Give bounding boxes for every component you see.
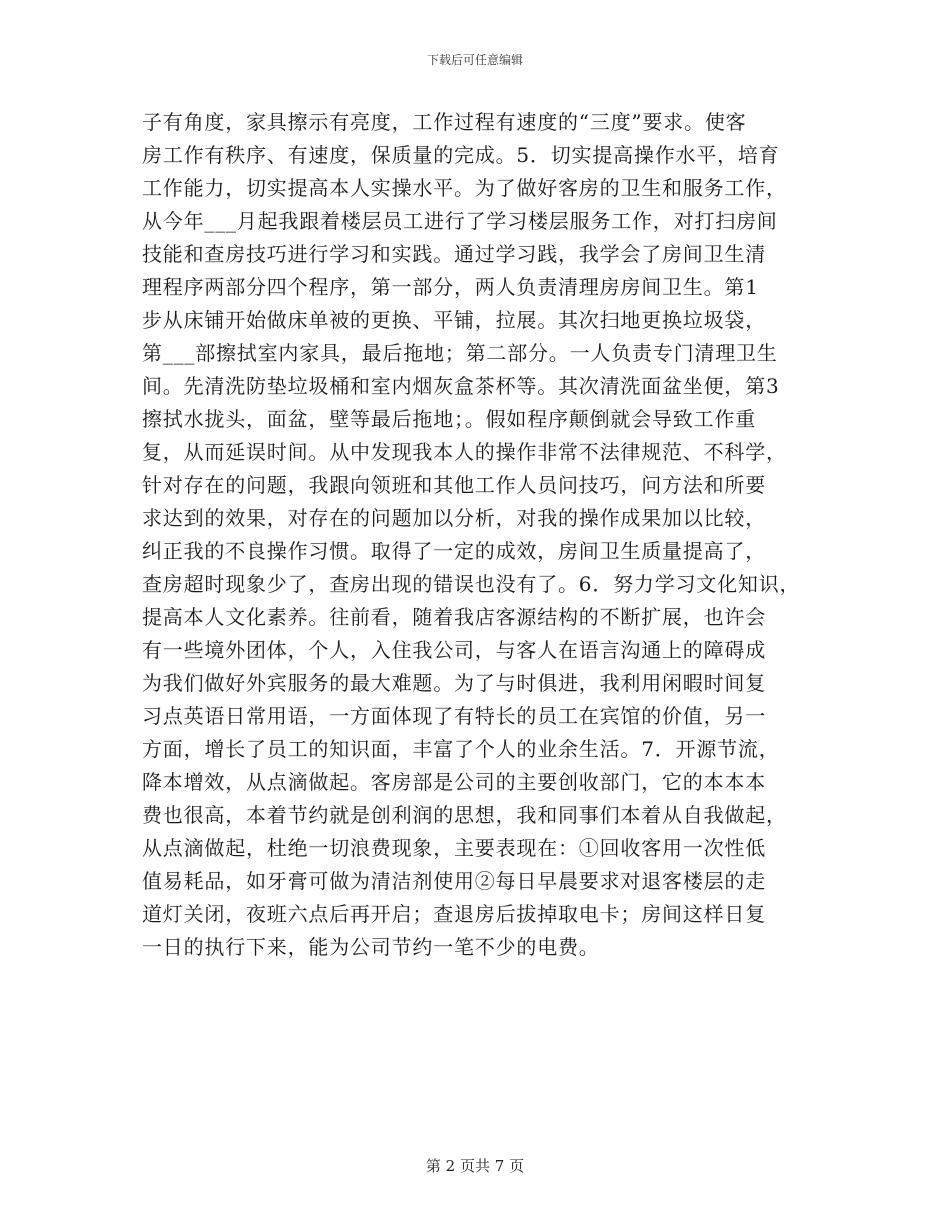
text-line: 降本增效，从点滴做起。客房部是公司的主要创收部门，它的本本本 <box>142 770 766 794</box>
text-line: 针对存在的问题，我跟向领班和其他工作人员问技巧，问方法和所要 <box>142 473 766 497</box>
text-line: 有一些境外团体，个人，入住我公司，与客人在语言沟通上的障碍成 <box>142 638 766 662</box>
text-line: 查房超时现象少了，查房出现的错误也没有了。6．努力学习文化知识， <box>142 572 801 596</box>
text-line: 费也很高，本着节约就是创利润的思想，我和同事们本着从自我做起， <box>142 803 787 827</box>
text-line: 房工作有秩序、有速度，保质量的完成。5．切实提高操作水平，培育 <box>142 143 780 167</box>
text-line: 技能和查房技巧进行学习和实践。通过学习践，我学会了房间卫生清 <box>142 242 766 266</box>
text-line: 擦拭水拢头，面盆，壁等最后拖地；。假如程序颠倒就会导致工作重 <box>142 407 756 431</box>
text-line: 道灯关闭，夜班六点后再开启；查退房后拔掉取电卡；房间这样日复 <box>142 902 766 926</box>
text-line: 从点滴做起，杜绝一切浪费现象，主要表现在：①回收客用一次性低 <box>142 836 766 860</box>
text-line: 理程序两部分四个程序，第一部分，两人负责清理房房间卫生。第1 <box>142 275 759 299</box>
text-line: 一日的执行下来，能为公司节约一笔不少的电费。 <box>142 935 600 959</box>
text-line: 值易耗品，如牙膏可做为清洁剂使用②每日早晨要求对退客楼层的走 <box>142 869 766 893</box>
page-number: 第 2 页共 7 页 <box>425 1157 525 1175</box>
text-line: 习点英语日常用语，一方面体现了有特长的员工在宾馆的价值，另一 <box>142 704 766 728</box>
text-line: 复，从而延误时间。从中发现我本人的操作非常不法律规范、不科学， <box>142 440 787 464</box>
text-line: 求达到的效果，对存在的问题加以分析，对我的操作成果加以比较， <box>142 506 766 530</box>
text-line: 从今年___月起我跟着楼层员工进行了学习楼层服务工作，对打扫房间 <box>142 209 778 233</box>
text-line: 提高本人文化素养。往前看，随着我店客源结构的不断扩展，也许会 <box>142 605 766 629</box>
text-line: 方面，增长了员工的知识面，丰富了个人的业余生活。7．开源节流， <box>142 737 780 761</box>
page-header: 下载后可任意编辑 <box>426 53 523 67</box>
text-line: 子有角度，家具擦示有亮度，工作过程有速度的“三度”要求。使客 <box>142 110 747 134</box>
document-body <box>142 106 832 964</box>
text-line: 第___部擦拭室内家具，最后拖地；第二部分。一人负责专门清理卫生 <box>142 341 778 365</box>
text-line: 步从床铺开始做床单被的更换、平铺，拉展。其次扫地更换垃圾袋， <box>142 308 766 332</box>
text-line: 纠正我的不良操作习惯。取得了一定的成效，房间卫生质量提高了， <box>142 539 766 563</box>
text-line: 为我们做好外宾服务的最大难题。为了与时俱进，我利用闲暇时间复 <box>142 671 766 695</box>
text-line: 工作能力，切实提高本人实操水平。为了做好客房的卫生和服务工作， <box>142 176 787 200</box>
text-line: 间。先清洗防垫垃圾桶和室内烟灰盒茶杯等。其次清洗面盆坐便，第3 <box>142 374 780 398</box>
